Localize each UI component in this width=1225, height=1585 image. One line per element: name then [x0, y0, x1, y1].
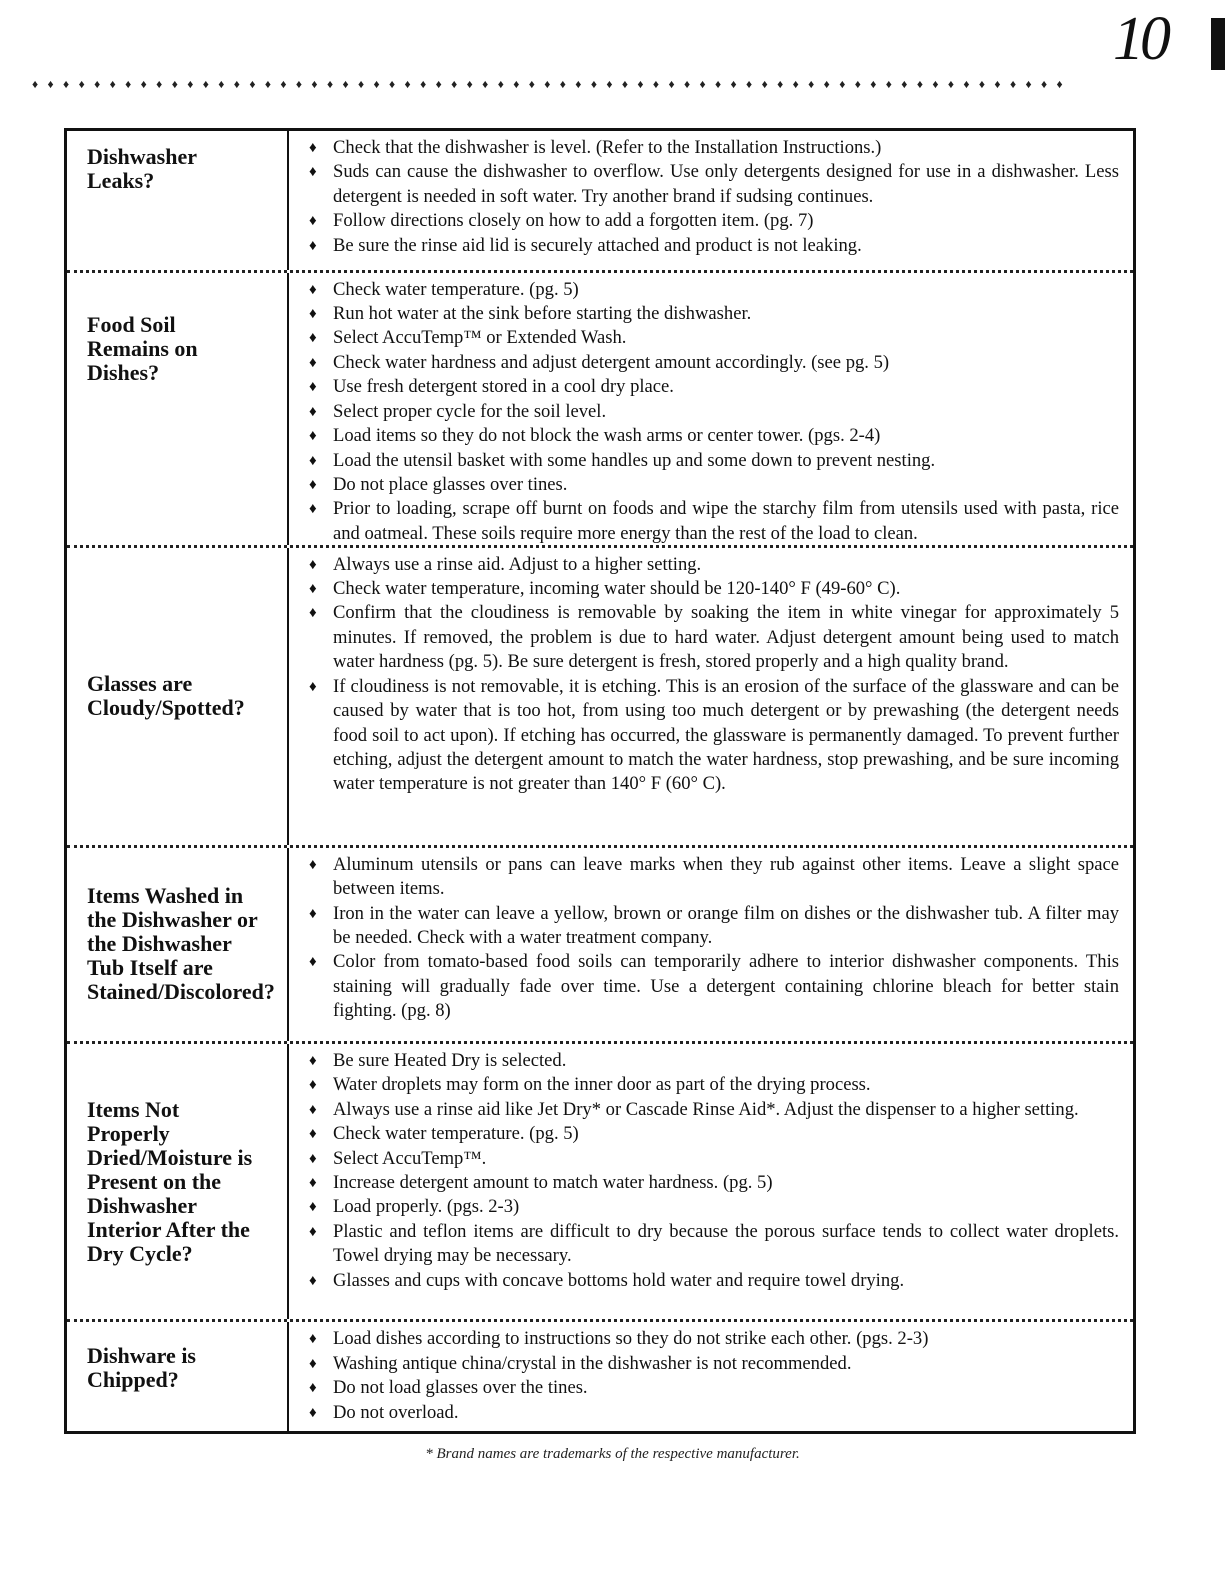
remedy-item: ♦ Do not overload.	[309, 1401, 1119, 1425]
remedy-list	[289, 1044, 1133, 1319]
remedy-item: ♦ Iron in the water can leave a yellow, brown or orange film on dishes or the dishwasher tub. A filter may be needed. Check with a water treatment company.	[309, 902, 1119, 951]
remedy-item: ♦ Suds can cause the dishwasher to overflow. Use only detergents designed for use in a dishwasher. Less detergent is needed in soft water. Try another brand if sudsing continues.	[309, 160, 1119, 209]
remedy-item: ♦ Aluminum utensils or pans can leave marks when they rub against other items. Leave a slight space between items.	[309, 853, 1119, 902]
remedy-item: ♦ Increase detergent amount to match water hardness. (pg. 5)	[309, 1171, 1119, 1195]
remedy-item: ♦ Washing antique china/crystal in the dishwasher is not recommended.	[309, 1352, 1119, 1376]
troubleshooting-table	[64, 128, 1136, 1434]
remedy-item: ♦ Plastic and teflon items are difficult to dry because the porous surface tends to collect water droplets. Towel drying may be necessary.	[309, 1220, 1119, 1269]
remedy-item: ♦ Load properly. (pgs. 2-3)	[309, 1195, 1119, 1219]
remedy-list	[289, 1322, 1133, 1431]
remedy-item: ♦ Select AccuTemp™ or Extended Wash.	[309, 326, 1119, 350]
section-items-stained	[67, 848, 1133, 1044]
remedy-item: ♦ Check that the dishwasher is level. (Refer to the Installation Instructions.)	[309, 136, 1119, 160]
problem-title: Items Washed in the Dishwasher or the Dishwasher Tub Itself are Stained/Discolored?	[87, 883, 275, 1005]
problem-title: Glasses are Cloudy/Spotted?	[87, 671, 245, 721]
problem-cell	[67, 131, 289, 270]
problem-cell	[67, 1322, 289, 1431]
remedy-item: ♦ Do not load glasses over the tines.	[309, 1376, 1119, 1400]
remedy-list	[289, 273, 1133, 545]
section-food-soil	[67, 273, 1133, 548]
problem-title: Items Not Properly Dried/Moisture is Present on the Dishwasher Interior After the Dry Cycle?	[87, 1096, 253, 1266]
remedy-item: ♦ Confirm that the cloudiness is removable by soaking the item in white vinegar for approximately 5 minutes. If removed, the problem is due to hard water. Adjust detergent amount being used to match water hardness (pg. 5). Be sure detergent is fresh, stored properly and a high quality brand.	[309, 601, 1119, 674]
remedy-list	[289, 848, 1133, 1041]
remedy-item: ♦ Load dishes according to instructions so they do not strike each other. (pgs. 2-3)	[309, 1327, 1119, 1351]
page-number: 10	[1113, 5, 1167, 73]
section-items-not-dried	[67, 1044, 1133, 1322]
remedy-item: ♦ Check water temperature. (pg. 5)	[309, 1122, 1119, 1146]
remedy-item: ♦ Run hot water at the sink before starting the dishwasher.	[309, 302, 1119, 326]
problem-cell	[67, 548, 289, 845]
problem-title: Food Soil Remains on Dishes?	[87, 311, 198, 385]
remedy-item: ♦ Use fresh detergent stored in a cool dry place.	[309, 375, 1119, 399]
remedy-list	[289, 131, 1133, 270]
remedy-item: ♦ Prior to loading, scrape off burnt on foods and wipe the starchy film from utensils used with pasta, rice and oatmeal. These soils require more energy than the rest of the load to clean.	[309, 497, 1119, 546]
problem-title: Dishware is Chipped?	[87, 1343, 196, 1393]
section-dishwasher-leaks	[67, 131, 1133, 273]
remedy-item: ♦ Check water temperature, incoming water should be 120-140° F (49-60° C).	[309, 577, 1119, 601]
remedy-item: ♦ Be sure Heated Dry is selected.	[309, 1049, 1119, 1073]
problem-cell	[67, 1044, 289, 1319]
problem-cell	[67, 273, 289, 545]
problem-title: Dishwasher Leaks?	[87, 144, 198, 193]
remedy-item: ♦ If cloudiness is not removable, it is etching. This is an erosion of the surface of the glassware and can be caused by water that is too hot, from using too much detergent or by prewashing (the detergent needs food soil to act upon). If etching has occurred, the glassware is permanently damaged. To prevent further etching, adjust the detergent amount to match the water hardness, stop prewashing, and be sure incoming water temperature is not greater than 140° F (60° C).	[309, 675, 1119, 797]
remedy-item: ♦ Load items so they do not block the wash arms or center tower. (pgs. 2-4)	[309, 424, 1119, 448]
remedy-item: ♦ Water droplets may form on the inner door as part of the drying process.	[309, 1073, 1119, 1097]
remedy-item: ♦ Select proper cycle for the soil level.	[309, 400, 1119, 424]
remedy-item: ♦ Always use a rinse aid like Jet Dry* or Cascade Rinse Aid*. Adjust the dispenser to a higher setting.	[309, 1098, 1119, 1122]
diamond-divider: ♦♦♦♦♦♦♦♦♦♦♦♦♦♦♦♦♦♦♦♦♦♦♦♦♦♦♦♦♦♦♦♦♦♦♦♦♦♦♦♦♦♦♦♦♦♦♦♦♦♦♦♦♦♦♦♦♦♦♦♦♦♦♦♦♦♦♦	[32, 77, 1073, 91]
remedy-item: ♦ Check water hardness and adjust detergent amount accordingly. (see pg. 5)	[309, 351, 1119, 375]
remedy-item: ♦ Do not place glasses over tines.	[309, 473, 1119, 497]
section-dishware-chipped	[67, 1322, 1133, 1431]
remedy-item: ♦ Select AccuTemp™.	[309, 1147, 1119, 1171]
section-glasses-cloudy	[67, 548, 1133, 848]
remedy-item: ♦ Be sure the rinse aid lid is securely attached and product is not leaking.	[309, 234, 1119, 258]
page-edge-tab	[1211, 18, 1225, 70]
remedy-item: ♦ Check water temperature. (pg. 5)	[309, 278, 1119, 302]
remedy-item: ♦ Always use a rinse aid. Adjust to a higher setting.	[309, 553, 1119, 577]
remedy-list	[289, 548, 1133, 845]
remedy-item: ♦ Glasses and cups with concave bottoms hold water and require towel drying.	[309, 1269, 1119, 1293]
remedy-item: ♦ Follow directions closely on how to add a forgotten item. (pg. 7)	[309, 209, 1119, 233]
problem-cell	[67, 848, 289, 1041]
remedy-item: ♦ Color from tomato-based food soils can temporarily adhere to interior dishwasher components. This staining will gradually fade over time. Use a detergent containing chlorine bleach for better stain fighting. (pg. 8)	[309, 950, 1119, 1023]
trademark-footnote: * Brand names are trademarks of the respective manufacturer.	[425, 1446, 800, 1462]
remedy-item: ♦ Load the utensil basket with some handles up and some down to prevent nesting.	[309, 449, 1119, 473]
